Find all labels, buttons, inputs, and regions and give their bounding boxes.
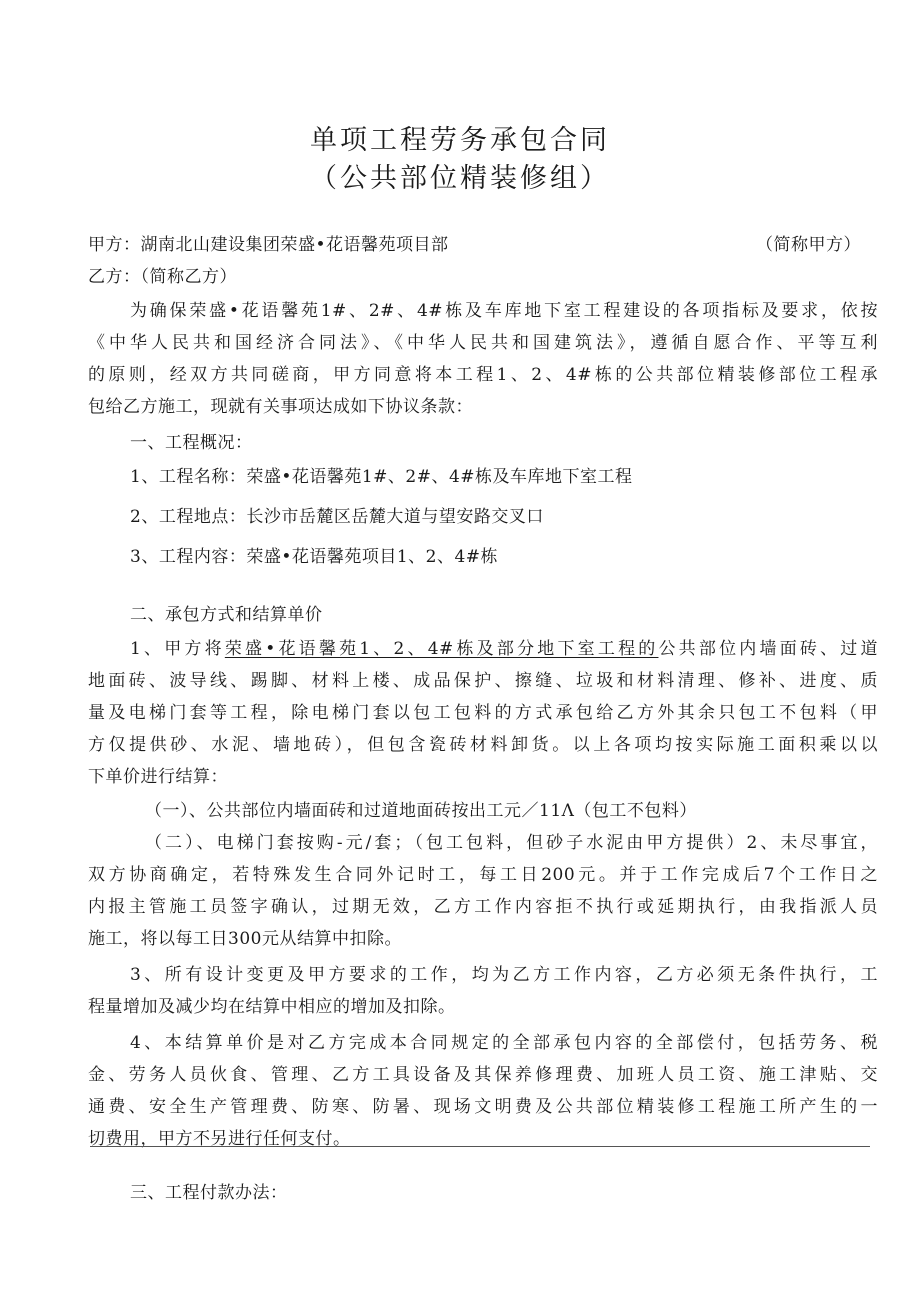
clause-2-1-line — [130, 634, 878, 659]
project-location-item: 2、工程地点：长沙市岳麓区岳麓大道与望安路交叉口 — [130, 507, 544, 527]
intro-line: 《中华人民共和国经济合同法》、《中华人民共和国建筑法》，遵循自愿合作、平等互利 — [88, 333, 878, 353]
project-name-item: 1、工程名称：荣盛•花语馨苑1#、2#、4#栋及车库地下室工程 — [130, 467, 633, 487]
clause-2-1-line: 方仅提供砂、水泥、墙地砖），但包含瓷砖材料卸货。以上各项均按实际施工面积乘以以 — [88, 735, 878, 755]
horizontal-divider — [90, 1146, 870, 1147]
clause-2-4-line: 金、劳务人员伙食、管理、乙方工具设备及其保养修理费、加班人员工资、施工津贴、交 — [88, 1065, 878, 1085]
clause-2-3-line: 3、所有设计变更及甲方要求的工作，均为乙方工作内容，乙方必须无条件执行，工 — [130, 965, 878, 985]
intro-line: 包给乙方施工，现就有关事项达成如下协议条款： — [88, 397, 473, 417]
party-a-short-name: （简称甲方） — [756, 235, 861, 255]
sub-item-2-line: 双方协商确定，若特殊发生合同外记时工，每工日200元。并于工作完成后7个工作日之 — [88, 865, 878, 885]
document-title: 单项工程劳务承包合同 — [310, 125, 610, 156]
intro-line: 为确保荣盛•花语馨苑1#、2#、4#栋及车库地下室工程建设的各项指标及要求，依按 — [130, 301, 878, 321]
clause-2-1-underlined: 荣盛•花语馨苑1、2、4#栋及部分地下室工程的 — [224, 639, 659, 659]
party-a-line — [88, 230, 878, 255]
intro-line: 的原则，经双方共同磋商，甲方同意将本工程1、2、4#栋的公共部位精装修部位工程承 — [88, 365, 878, 385]
project-scope-item: 3、工程内容：荣盛•花语馨苑项目1、2、4#栋 — [130, 547, 499, 567]
clause-2-4-line: 通费、安全生产管理费、防寒、防暑、现场文明费及公共部位精装修工程施工所产生的一 — [88, 1097, 878, 1117]
clause-2-1-line: 量及电梯门套等工程，除电梯门套以包工包料的方式承包给乙方外其余只包工不包料（甲 — [88, 703, 878, 723]
clause-2-1-prefix: 1、甲方将 — [130, 639, 225, 659]
party-a-label: 甲方： — [88, 235, 141, 255]
section-2-heading: 二、承包方式和结算单价 — [130, 605, 323, 625]
party-b-line: 乙方：（简称乙方） — [88, 267, 237, 287]
sub-item-2-line: 施工，将以每工日300元从结算中扣除。 — [88, 929, 402, 949]
clause-2-1-line: 地面砖、波导线、踢脚、材料上楼、成品保护、擦缝、垃圾和材料清理、修补、进度、质 — [88, 671, 878, 691]
clause-2-3-line: 程量增加及减少均在结算中相应的增加及扣除。 — [88, 997, 456, 1017]
document-subtitle: （公共部位精装修组） — [310, 163, 610, 194]
clause-2-4-line: 4、本结算单价是对乙方完成本合同规定的全部承包内容的全部偿付，包括劳务、税 — [130, 1033, 878, 1053]
clause-2-4-line: 切费用，甲方不另进行任何支付。 — [88, 1129, 351, 1149]
section-3-heading: 三、工程付款办法： — [130, 1183, 288, 1203]
clause-2-1-suffix: 公共部位内墙面砖、过道 — [658, 639, 878, 659]
section-1-heading: 一、工程概况： — [130, 433, 253, 453]
sub-item-2-line: 内报主管施工员签字确认，过期无效，乙方工作内容拒不执行或延期执行，由我指派人员 — [88, 897, 878, 917]
sub-item-1: （一）、公共部位内墙面砖和过道地面砖按出工元／11Λ（包工不包料） — [145, 801, 697, 821]
clause-2-1-line: 下单价进行结算： — [88, 767, 228, 787]
sub-item-2-line: （二）、电梯门套按购-元/套；（包工包料，但砂子水泥由甲方提供）2、未尽事宜， — [145, 833, 878, 853]
party-a-name: 湖南北山建设集团荣盛•花语馨苑项目部 — [140, 235, 449, 255]
